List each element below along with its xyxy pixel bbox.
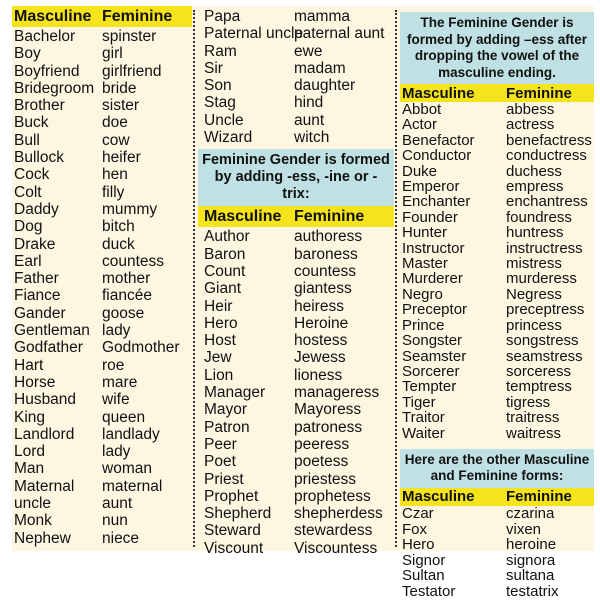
masculine-word: Uncle xyxy=(204,111,244,129)
feminine-word: mistress xyxy=(506,255,562,273)
masculine-word: Hunter xyxy=(402,224,448,242)
word-pair-row xyxy=(400,256,594,271)
feminine-word: countess xyxy=(294,262,357,280)
word-pair-row xyxy=(198,298,394,315)
feminine-word: witch xyxy=(294,129,330,147)
masculine-word: Buck xyxy=(14,114,49,132)
masculine-word: Ram xyxy=(204,42,237,60)
feminine-word: lady xyxy=(102,443,131,461)
feminine-word: countess xyxy=(102,252,165,270)
feminine-word: Jewess xyxy=(294,349,346,367)
feminine-word: mamma xyxy=(294,8,350,25)
masculine-word: Drake xyxy=(14,235,56,253)
masculine-word: Mayor xyxy=(204,401,248,419)
feminine-word: traitress xyxy=(506,409,560,427)
masculine-word: Testator xyxy=(402,582,456,600)
masculine-word: Son xyxy=(204,77,232,95)
word-pair-row xyxy=(198,349,394,366)
masculine-word: Maternal xyxy=(14,477,75,495)
feminine-word: shepherdess xyxy=(294,505,383,523)
word-pair-row xyxy=(198,129,394,146)
word-pair-row xyxy=(12,530,192,547)
section-title-other-forms: Here are the other Masculine and Feminine forms: xyxy=(400,449,594,488)
feminine-word: nun xyxy=(102,512,128,530)
word-pair-row xyxy=(12,114,192,131)
feminine-word: mare xyxy=(102,373,138,391)
feminine-word: aunt xyxy=(102,495,133,513)
masculine-word: Godfather xyxy=(14,339,83,357)
masculine-word: Fox xyxy=(402,520,428,538)
masculine-word: Gentleman xyxy=(14,322,90,340)
feminine-word: czarina xyxy=(506,504,555,522)
feminine-word: queen xyxy=(102,408,146,426)
word-pair-row xyxy=(12,512,192,529)
masculine-word: Prince xyxy=(402,316,445,334)
masculine-word: Actor xyxy=(402,116,438,134)
word-pair-row xyxy=(198,43,394,60)
feminine-word: Godmother xyxy=(102,339,180,357)
feminine-word: lioness xyxy=(294,366,343,384)
word-pair-row xyxy=(400,179,594,194)
masculine-word: Landlord xyxy=(14,425,75,443)
masculine-word: Duke xyxy=(402,162,438,180)
feminine-word: Mayoress xyxy=(294,401,362,419)
masculine-word: Host xyxy=(204,332,236,350)
feminine-word: bitch xyxy=(102,218,135,236)
masculine-word: Gander xyxy=(14,304,66,322)
feminine-word: tigress xyxy=(506,393,551,411)
word-pair-row xyxy=(400,349,594,364)
masculine-word: Signor xyxy=(402,551,446,569)
masculine-word: King xyxy=(14,408,46,426)
masculine-word: Poet xyxy=(204,453,236,471)
masculine-word: Paternal uncle xyxy=(204,25,304,43)
masculine-word: Baron xyxy=(204,245,246,263)
feminine-word: bride xyxy=(102,79,137,97)
masculine-word: Benefactor xyxy=(402,131,475,149)
masculine-heading: Masculine xyxy=(402,488,475,506)
feminine-word: sorceress xyxy=(506,362,572,380)
feminine-word: hind xyxy=(294,94,324,112)
masculine-word: Bachelor xyxy=(14,28,76,45)
masculine-word: Abbot xyxy=(402,101,442,118)
feminine-word: doe xyxy=(102,114,128,132)
word-pair-row xyxy=(400,117,594,132)
masculine-word: Instructor xyxy=(402,239,465,257)
feminine-word: signora xyxy=(506,551,556,569)
feminine-word: Negress xyxy=(506,285,562,303)
word-pair-row xyxy=(12,201,192,218)
word-pair-row xyxy=(198,112,394,129)
masculine-word: Horse xyxy=(14,373,56,391)
masculine-word: Czar xyxy=(402,504,434,522)
word-pair-row xyxy=(198,453,394,470)
feminine-word: vixen xyxy=(506,520,542,538)
word-pair-row xyxy=(12,166,192,183)
masculine-word: Hero xyxy=(402,536,435,554)
word-pair-row xyxy=(198,540,394,557)
feminine-word: huntress xyxy=(506,224,564,242)
masculine-word: Colt xyxy=(14,183,42,201)
feminine-word: priestess xyxy=(294,470,357,488)
feminine-word: woman xyxy=(102,460,152,478)
word-pair-row xyxy=(12,305,192,322)
feminine-word: heifer xyxy=(102,149,141,167)
word-pair-row xyxy=(12,97,192,114)
feminine-word: spinster xyxy=(102,28,157,45)
masculine-word: Fiance xyxy=(14,287,61,305)
feminine-word: sultana xyxy=(506,567,555,585)
feminine-word: preceptress xyxy=(506,301,585,319)
feminine-word: giantess xyxy=(294,280,352,298)
masculine-word: Priest xyxy=(204,470,244,488)
gender-table-page xyxy=(12,6,594,600)
masculine-word: Emperor xyxy=(402,178,460,196)
masculine-word: Lion xyxy=(204,366,234,384)
word-pair-row xyxy=(400,584,594,600)
word-pair-row xyxy=(400,225,594,240)
feminine-heading: Feminine xyxy=(102,7,173,25)
feminine-word: madam xyxy=(294,59,346,77)
masculine-word: Tempter xyxy=(402,378,457,396)
word-pair-row xyxy=(198,332,394,349)
masculine-word: Brother xyxy=(14,97,65,115)
word-pair-row xyxy=(400,333,594,348)
word-pair-row xyxy=(12,339,192,356)
masculine-word: Waiter xyxy=(402,424,445,442)
word-pair-row xyxy=(198,263,394,280)
masculine-word: Tiger xyxy=(402,393,436,411)
divider-2 xyxy=(395,10,397,547)
feminine-word: foundress xyxy=(506,208,572,226)
feminine-word: mother xyxy=(102,270,151,288)
column-3-header-2 xyxy=(400,488,594,506)
word-pair-row xyxy=(12,374,192,391)
feminine-word: lady xyxy=(102,322,131,340)
word-pair-row xyxy=(400,318,594,333)
feminine-word: benefactress xyxy=(506,131,592,149)
word-pair-row xyxy=(400,426,594,441)
word-pair-row xyxy=(12,236,192,253)
feminine-word: girl xyxy=(102,45,123,63)
word-pair-row xyxy=(400,287,594,302)
masculine-word: Sir xyxy=(204,59,223,77)
feminine-word: duchess xyxy=(506,162,562,180)
masculine-word: Count xyxy=(204,262,246,280)
feminine-word: heroine xyxy=(506,536,557,554)
word-pair-row xyxy=(400,410,594,425)
feminine-word: patroness xyxy=(294,418,363,436)
feminine-word: landlady xyxy=(102,425,160,443)
word-pair-row xyxy=(198,471,394,488)
feminine-word: heiress xyxy=(294,297,344,315)
feminine-word: goose xyxy=(102,304,145,322)
feminine-word: empress xyxy=(506,178,564,196)
masculine-word: Sultan xyxy=(402,567,445,585)
word-pair-row xyxy=(198,436,394,453)
word-pair-row xyxy=(12,478,192,495)
column-1-header xyxy=(12,6,192,27)
word-pair-row xyxy=(198,488,394,505)
feminine-word: princess xyxy=(506,316,562,334)
word-pair-row xyxy=(400,302,594,317)
word-pair-row xyxy=(12,322,192,339)
word-pair-row xyxy=(12,149,192,166)
word-pair-row xyxy=(12,28,192,45)
masculine-word: Preceptor xyxy=(402,301,468,319)
word-pair-row xyxy=(198,419,394,436)
section-title-ess-ine-trix: Feminine Gender is formed by adding -ess, -ine or -trix: xyxy=(198,149,394,206)
column-2-header xyxy=(198,206,394,227)
masculine-word: Man xyxy=(14,460,45,478)
word-pair-row xyxy=(198,77,394,94)
feminine-word: girlfriend xyxy=(102,62,162,80)
feminine-word: Heroine xyxy=(294,314,349,332)
feminine-word: ewe xyxy=(294,42,323,60)
word-pair-row xyxy=(198,228,394,245)
masculine-word: Lord xyxy=(14,443,46,461)
word-pair-row xyxy=(12,45,192,62)
word-pair-row xyxy=(12,287,192,304)
word-pair-row xyxy=(12,270,192,287)
word-pair-row xyxy=(400,133,594,148)
feminine-word: murderess xyxy=(506,270,577,288)
feminine-word: hostess xyxy=(294,332,348,350)
word-pair-row xyxy=(400,568,594,584)
word-pair-row xyxy=(400,148,594,163)
word-pair-row xyxy=(400,194,594,209)
word-pair-row xyxy=(400,395,594,410)
word-pair-row xyxy=(400,271,594,286)
word-pair-row xyxy=(198,367,394,384)
word-pair-row xyxy=(12,460,192,477)
feminine-word: daughter xyxy=(294,77,356,95)
feminine-word: prophetess xyxy=(294,487,371,505)
masculine-word: Dog xyxy=(14,218,43,236)
masculine-word: Patron xyxy=(204,418,250,436)
word-pair-row xyxy=(12,63,192,80)
column-3-header-1 xyxy=(400,84,594,102)
masculine-word: Master xyxy=(402,255,448,273)
masculine-word: Papa xyxy=(204,8,241,25)
column-1 xyxy=(12,6,192,551)
word-pair-row xyxy=(12,426,192,443)
feminine-word: abbess xyxy=(506,101,555,118)
section-title-drop-vowel: The Feminine Gender is formed by adding –ess after dropping the vowel of the masculine ending. xyxy=(400,12,594,84)
word-pair-row xyxy=(12,253,192,270)
feminine-word: mummy xyxy=(102,200,158,218)
feminine-word: maternal xyxy=(102,477,163,495)
feminine-word: instructress xyxy=(506,239,583,257)
word-pair-row xyxy=(12,357,192,374)
masculine-word: Prophet xyxy=(204,487,259,505)
word-pair-row xyxy=(198,505,394,522)
word-pair-row xyxy=(12,495,192,512)
word-pair-row xyxy=(12,409,192,426)
feminine-word: filly xyxy=(102,183,125,201)
word-pair-row xyxy=(198,94,394,111)
feminine-word: conductress xyxy=(506,147,587,165)
word-pair-row xyxy=(400,506,594,522)
feminine-word: waitress xyxy=(506,424,562,442)
feminine-word: niece xyxy=(102,529,140,547)
feminine-word: wife xyxy=(102,391,130,409)
word-pair-row xyxy=(400,364,594,379)
word-pair-row xyxy=(198,384,394,401)
masculine-word: Founder xyxy=(402,208,458,226)
word-pair-row xyxy=(400,210,594,225)
masculine-word: uncle xyxy=(14,495,52,513)
masculine-word: Songster xyxy=(402,332,463,350)
divider-1 xyxy=(193,10,195,547)
feminine-word: stewardess xyxy=(294,522,373,540)
word-pair-row xyxy=(198,8,394,25)
feminine-word: testatrix xyxy=(506,582,559,600)
masculine-word: Traitor xyxy=(402,409,445,427)
masculine-word: Conductor xyxy=(402,147,472,165)
column-3 xyxy=(400,6,594,600)
masculine-word: Husband xyxy=(14,391,77,409)
column-2 xyxy=(198,6,394,557)
word-pair-row xyxy=(198,246,394,263)
word-pair-row xyxy=(198,315,394,332)
word-pair-row xyxy=(400,241,594,256)
feminine-word: roe xyxy=(102,356,125,374)
feminine-word: manageress xyxy=(294,384,380,402)
masculine-word: Daddy xyxy=(14,200,59,218)
masculine-word: Heir xyxy=(204,297,233,315)
masculine-word: Author xyxy=(204,228,250,246)
masculine-word: Negro xyxy=(402,285,443,303)
masculine-word: Shepherd xyxy=(204,505,272,523)
masculine-word: Bridegroom xyxy=(14,79,95,97)
feminine-word: songstress xyxy=(506,332,579,350)
masculine-word: Father xyxy=(14,270,59,288)
masculine-word: Seamster xyxy=(402,347,467,365)
word-pair-row xyxy=(198,401,394,418)
masculine-word: Giant xyxy=(204,280,242,298)
feminine-word: Viscountess xyxy=(294,539,378,557)
masculine-word: Stag xyxy=(204,94,236,112)
masculine-word: Wizard xyxy=(204,129,253,147)
word-pair-row xyxy=(198,280,394,297)
masculine-word: Peer xyxy=(204,435,237,453)
word-pair-row xyxy=(400,164,594,179)
feminine-word: cow xyxy=(102,131,130,149)
word-pair-row xyxy=(400,522,594,538)
masculine-word: Enchanter xyxy=(402,193,471,211)
feminine-word: hen xyxy=(102,166,128,184)
word-pair-row xyxy=(198,522,394,539)
feminine-heading: Feminine xyxy=(506,84,572,102)
word-pair-row xyxy=(12,184,192,201)
feminine-word: peeress xyxy=(294,435,350,453)
feminine-word: authoress xyxy=(294,228,363,246)
feminine-word: baroness xyxy=(294,245,358,263)
masculine-word: Boyfriend xyxy=(14,62,80,80)
feminine-word: temptress xyxy=(506,378,572,396)
word-pair-row xyxy=(400,537,594,553)
word-pair-row xyxy=(12,80,192,97)
word-pair-row xyxy=(198,25,394,42)
feminine-word: sister xyxy=(102,97,140,115)
word-pair-row xyxy=(400,102,594,117)
masculine-word: Bullock xyxy=(14,149,64,167)
feminine-word: enchantress xyxy=(506,193,588,211)
masculine-heading: Masculine xyxy=(204,207,282,225)
word-pair-row xyxy=(198,60,394,77)
masculine-word: Cock xyxy=(14,166,50,184)
feminine-word: poetess xyxy=(294,453,349,471)
feminine-word: aunt xyxy=(294,111,325,129)
word-pair-row xyxy=(12,132,192,149)
masculine-word: Monk xyxy=(14,512,52,530)
masculine-word: Hero xyxy=(204,314,238,332)
masculine-word: Bull xyxy=(14,131,40,149)
feminine-word: paternal aunt xyxy=(294,25,385,43)
masculine-word: Viscount xyxy=(204,539,264,557)
masculine-word: Manager xyxy=(204,384,266,402)
word-pair-row xyxy=(12,443,192,460)
masculine-word: Nephew xyxy=(14,529,71,547)
masculine-word: Hart xyxy=(14,356,44,374)
word-pair-row xyxy=(12,218,192,235)
feminine-heading: Feminine xyxy=(294,207,365,225)
masculine-word: Jew xyxy=(204,349,232,367)
masculine-heading: Masculine xyxy=(14,7,92,25)
feminine-word: duck xyxy=(102,235,135,253)
word-pair-row xyxy=(400,379,594,394)
masculine-word: Boy xyxy=(14,45,41,63)
masculine-heading: Masculine xyxy=(402,84,475,102)
masculine-word: Earl xyxy=(14,252,42,270)
masculine-word: Sorcerer xyxy=(402,362,460,380)
feminine-word: actress xyxy=(506,116,555,134)
word-pair-row xyxy=(12,391,192,408)
feminine-heading: Feminine xyxy=(506,488,572,506)
feminine-word: fiancée xyxy=(102,287,152,305)
feminine-word: seamstress xyxy=(506,347,583,365)
masculine-word: Steward xyxy=(204,522,261,540)
masculine-word: Murderer xyxy=(402,270,463,288)
